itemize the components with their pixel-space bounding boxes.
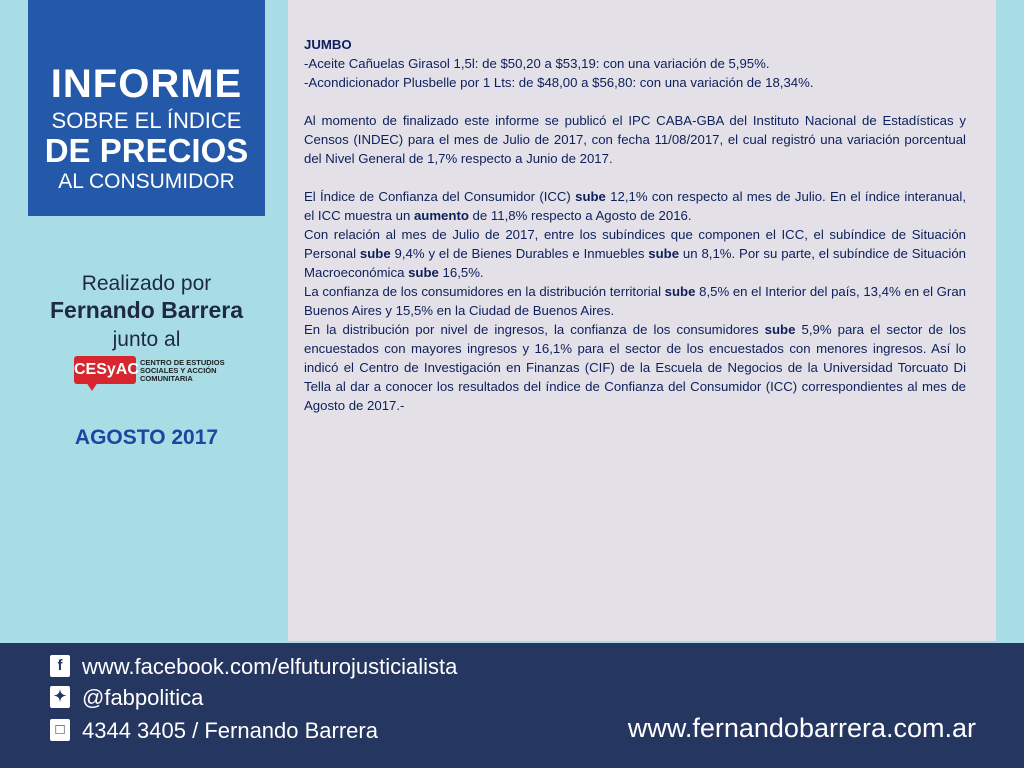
title-line-2: SOBRE EL ÍNDICE — [51, 108, 242, 133]
left-panel — [0, 0, 288, 640]
phone-icon: □ — [50, 719, 70, 741]
price-item-2: -Acondicionador Plusbelle por 1 Lts: de $48,00 a $56,80: con una variación de 18,34%. — [304, 75, 814, 90]
report-date: AGOSTO 2017 — [74, 426, 219, 449]
facebook-link[interactable]: www.facebook.com/elfuturojusticialista — [82, 654, 458, 679]
title-line-1: INFORME — [50, 62, 243, 106]
ipc-paragraph: Al momento de finalizado este informe se publicó el IPC CABA-GBA del Instituto Nacional de Estadísticas y Censos (INDEC) para el mes de Julio de 2017, con fecha 11/08/2017, el cual registró una variación porcentual del Nivel General de 1,7% respecto a Junio de 2017. — [304, 113, 966, 166]
speech-bubble-tail-icon — [86, 382, 98, 391]
footer-bar — [0, 643, 1024, 768]
phone-text: 4344 3405 / Fernando Barrera — [82, 718, 378, 743]
credit-intro: Realizado por — [81, 272, 212, 295]
title-line-4: AL CONSUMIDOR — [58, 170, 235, 193]
twitter-icon: ✦ — [50, 686, 70, 708]
cesyac-logo — [74, 356, 234, 396]
facebook-icon: f — [50, 655, 70, 677]
title-line-3: DE PRECIOS — [44, 132, 249, 169]
subindex-paragraph: Con relación al mes de Julio de 2017, entre los subíndices que componen el ICC, el subíndice de Situación Personal sube 9,4% y el de Bienes Durables e Inmuebles sube un 8,1%. Por su parte, el subíndice de Situación Macroeconómica sube 16,5%. — [304, 227, 966, 280]
report-content — [288, 0, 996, 641]
territorial-paragraph: La confianza de los consumidores en la distribución territorial sube 8,5% en el Interior del país, 13,4% en el Gran Buenos Aires y 15,5% en la Ciudad de Buenos Aires. — [304, 284, 966, 318]
author-name: Fernando Barrera — [49, 297, 243, 323]
icc-paragraph: El Índice de Confianza del Consumidor (ICC) sube 12,1% con respecto al mes de Julio. En el índice interanual, el ICC muestra un aumento de 11,8% respecto a Agosto de 2016. — [304, 189, 966, 223]
website-link[interactable]: www.fernandobarrera.com.ar — [627, 713, 976, 743]
credit-junto: junto al — [112, 328, 181, 351]
price-item-1: -Aceite Cañuelas Girasol 1,5l: de $50,20 a $53,19: con una variación de 5,95%. — [304, 56, 770, 71]
income-paragraph: En la distribución por nivel de ingresos, la confianza de los consumidores sube 5,9% para el sector de los encuestados con mayores ingresos y 16,1% para el sector de los encuestados con menores ingresos. Así lo indicó el Centro de Investigación en Finanzas (CIF) de la Escuela de Negocios de la Universidad Torcuato Di Tella al dar a conocer los resultados del índice de Confianza del Consumidor (ICC) correspondientes al mes de Agosto de 2017.- — [304, 322, 966, 413]
store-name: JUMBO — [304, 37, 352, 52]
cesyac-logo-text: CENTRO DE ESTUDIOS SOCIALES Y ACCIÓN COMUNITARIA — [140, 358, 225, 383]
twitter-handle[interactable]: @fabpolitica — [82, 685, 204, 710]
report-title-box — [28, 0, 265, 216]
cesyac-badge: CESyAC — [74, 356, 136, 384]
